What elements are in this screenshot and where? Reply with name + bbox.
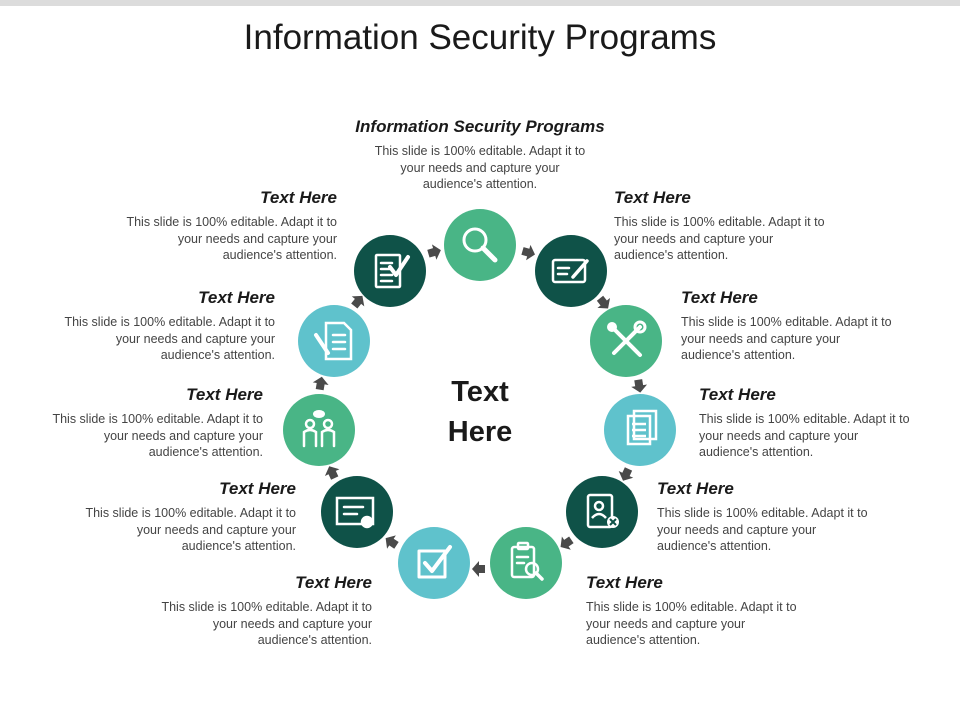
center-label-line2: Here (447, 416, 513, 448)
text-block-left-2 (55, 288, 275, 364)
node-people-chat (283, 394, 355, 466)
node-magnifier (444, 209, 516, 281)
text-block-right-3 (699, 385, 917, 461)
node-clipboard-search (490, 527, 562, 599)
node-document-pencil (298, 305, 370, 377)
block-heading: Text Here (186, 385, 263, 404)
flow-arrow-icon (472, 561, 485, 577)
slide-title: Information Security Programs (243, 18, 717, 57)
block-heading: Text Here (699, 385, 776, 404)
text-block-left-4 (76, 479, 296, 555)
block-description: This slide is 100% editable. Adapt it to your needs and capture your audience's attention. (64, 315, 275, 362)
block-heading: Text Here (295, 573, 372, 592)
node-tools (590, 305, 662, 377)
flow-arrow-icon (520, 243, 537, 262)
block-heading: Text Here (657, 479, 734, 498)
text-block-right-5 (586, 573, 804, 649)
block-heading: Text Here (260, 188, 337, 207)
text-block-left-3 (43, 385, 263, 461)
block-description: This slide is 100% editable. Adapt it to your needs and capture your audience's attention. (85, 506, 296, 553)
node-checkbox (398, 527, 470, 599)
node-pen-card (535, 235, 607, 307)
text-block-right-1 (614, 188, 832, 264)
block-heading: Information Security Programs (355, 117, 605, 136)
text-block-top (330, 117, 630, 193)
block-heading: Text Here (586, 573, 663, 592)
node-checklist (354, 235, 426, 307)
block-description: This slide is 100% editable. Adapt it to your needs and capture your audience's attention. (374, 144, 586, 191)
center-label-line1: Text (451, 376, 509, 408)
text-block-left-5 (152, 573, 372, 649)
node-documents (604, 394, 676, 466)
center-label (410, 372, 550, 452)
block-heading: Text Here (198, 288, 275, 307)
block-description: This slide is 100% editable. Adapt it to your needs and capture your audience's attention. (52, 412, 263, 459)
flow-arrow-icon (312, 375, 330, 390)
block-description: This slide is 100% editable. Adapt it to your needs and capture your audience's attention. (586, 600, 797, 647)
text-block-left-1 (117, 188, 337, 264)
text-block-right-2 (681, 288, 899, 364)
node-certificate (321, 476, 393, 548)
block-description: This slide is 100% editable. Adapt it to your needs and capture your audience's attention. (699, 412, 910, 459)
flow-arrow-icon (426, 242, 443, 261)
block-description: This slide is 100% editable. Adapt it to your needs and capture your audience's attention. (681, 315, 892, 362)
node-id-card (566, 476, 638, 548)
block-heading: Text Here (219, 479, 296, 498)
block-heading: Text Here (681, 288, 758, 307)
block-description: This slide is 100% editable. Adapt it to your needs and capture your audience's attention. (126, 215, 337, 262)
block-heading: Text Here (614, 188, 691, 207)
flow-arrow-icon (630, 379, 648, 394)
text-block-right-4 (657, 479, 875, 555)
block-description: This slide is 100% editable. Adapt it to your needs and capture your audience's attention. (614, 215, 825, 262)
block-description: This slide is 100% editable. Adapt it to your needs and capture your audience's attention. (657, 506, 868, 553)
block-description: This slide is 100% editable. Adapt it to your needs and capture your audience's attention. (161, 600, 372, 647)
flow-arrow-icon (322, 463, 342, 482)
